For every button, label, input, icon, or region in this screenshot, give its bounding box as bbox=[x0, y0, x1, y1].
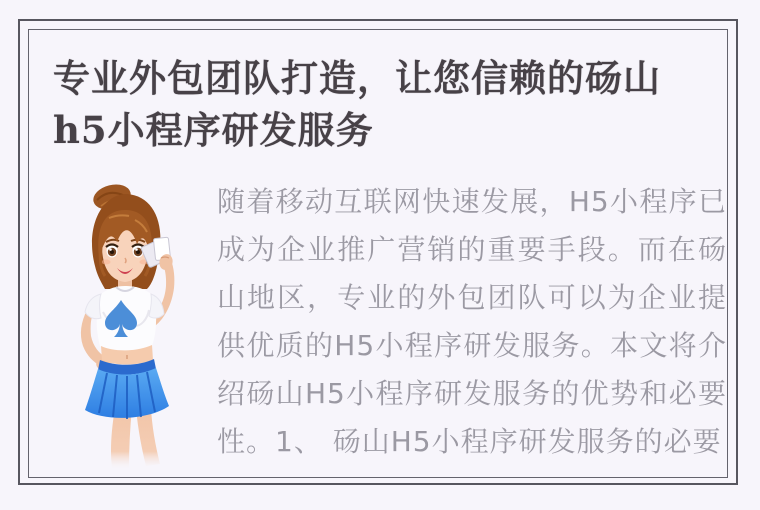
article-body bbox=[29, 156, 727, 470]
article-paragraph: 随着移动互联网快速发展，H5小程序已成为企业推广营销的重要手段。而在砀山地区，专业的外包团队可以为企业提供优质的H5小程序研发服务。本文将介绍砀山H5小程序研发服务的优势和必要性。1、 砀山H5小程序研发服务的必要 bbox=[217, 185, 727, 458]
girl-tshirt bbox=[85, 286, 164, 351]
girl-illustration bbox=[57, 170, 217, 470]
girl-skirt bbox=[85, 359, 169, 419]
inner-frame bbox=[28, 29, 728, 478]
girl-with-playing-cards-image bbox=[57, 170, 217, 470]
page-title: 专业外包团队打造，让您信赖的砀山h5小程序研发服务 bbox=[53, 56, 661, 152]
outer-frame bbox=[18, 19, 738, 485]
